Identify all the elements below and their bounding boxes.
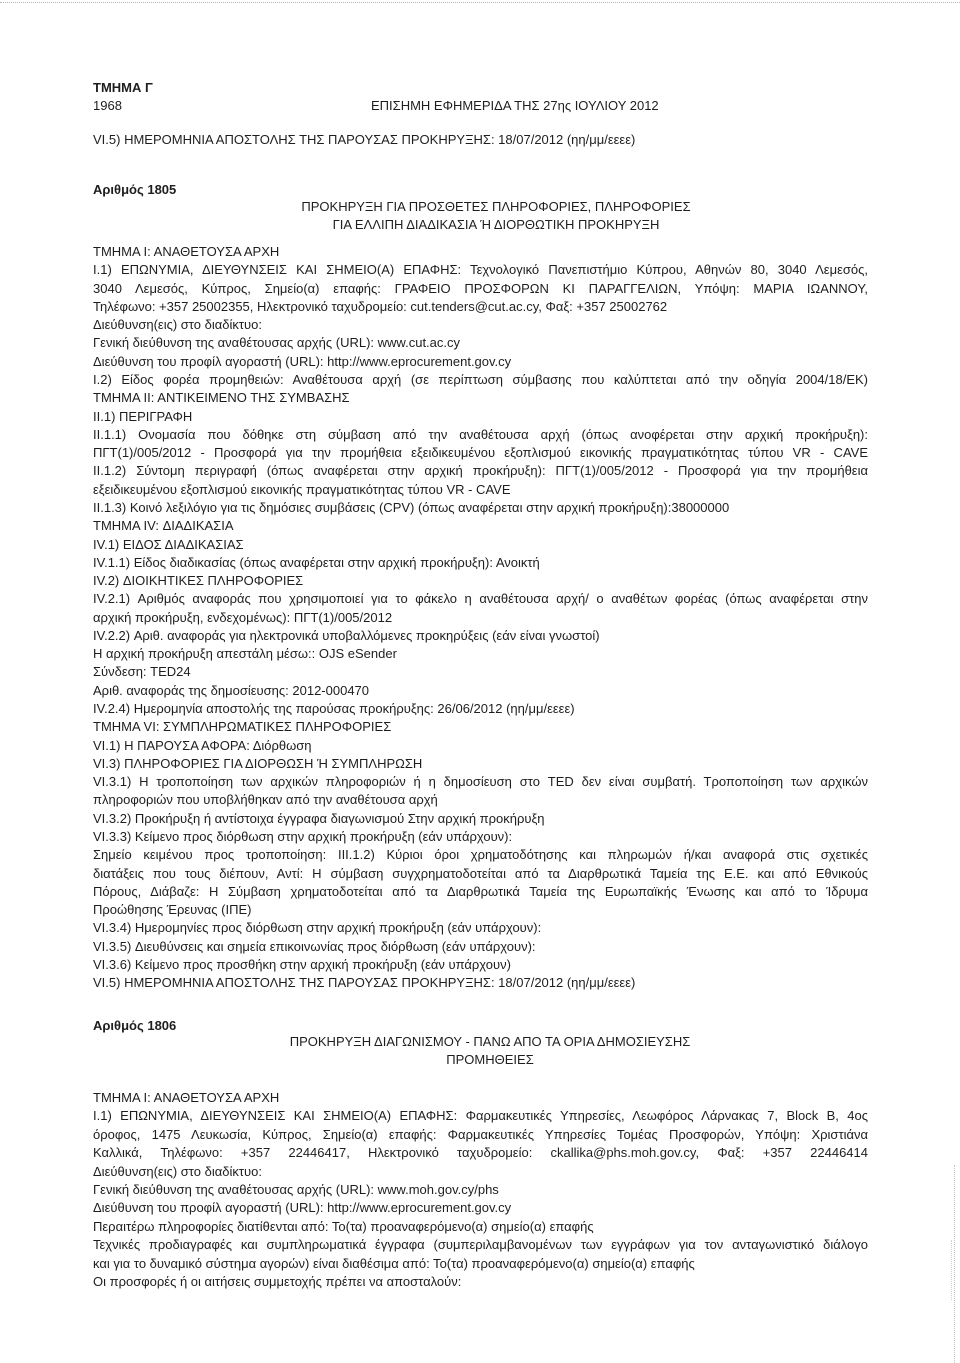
- body-line: Γενική διεύθυνση της αναθέτουσας αρχής (URL): www.cut.ac.cy: [93, 335, 461, 351]
- notice-title-line: ΓΙΑ ΕΛΛΙΠΗ ΔΙΑΔΙΚΑΣΙΑ Ή ΔΙΟΡΘΩΤΙΚΗ ΠΡΟΚΗΡΥΞΗ: [332, 217, 660, 232]
- body-line: IV.1) ΕΙΔΟΣ ΔΙΑΔΙΚΑΣΙΑΣ: [93, 536, 244, 552]
- body-line: ΠΓΤ(1)/005/2012 - Προσφορά για την προμήθεια εξειδικευμένου εξοπλισμού εικονικής πραγματικότητας τύπου VR - CAVE: [93, 445, 868, 461]
- body-line: ΤΜΗΜΑ VI: ΣΥΜΠΛΗΡΩΜΑΤΙΚΕΣ ΠΛΗΡΟΦΟΡΙΕΣ: [93, 719, 392, 735]
- body-line: Τεχνικές προδιαγραφές και συμπληρωματικά έγγραφα (συμπεριλαμβανομένων των εγγράφων για τον ανταγωνιστικό διάλογο: [93, 1237, 868, 1253]
- body-line: αρχική προκήρυξη, ενδεχομένως): ΠΓΤ(1)/005/2012: [93, 609, 393, 625]
- notice-body: [93, 243, 868, 993]
- body-line: Ι.2) Είδος φορέα προμηθειών: Αναθέτουσα αρχή (σε περίπτωση σύμβασης που καλύπτεται από την οδηγία 2004/18/ΕΚ): [93, 371, 868, 387]
- body-line: ΤΜΗΜΑ ΙΙ: ΑΝΤΙΚΕΙΜΕΝΟ ΤΗΣ ΣΥΜΒΑΣΗΣ: [93, 390, 350, 406]
- scan-edge-marks: [954, 1165, 955, 1363]
- body-line: VI.3.1) Η τροποποίηση των αρχικών πληροφοριών ή η δημοσίευση στο TED δεν είναι συμβατή. Τροποποίηση των αρχικών: [93, 774, 868, 790]
- body-line: πληροφοριών που υποβλήθηκαν από την αναθέτουσα αρχή: [93, 792, 438, 808]
- body-line: Περαιτέρω πληροφορίες διατίθενται από: Το(τα) προαναφερόμενο(α) σημείο(α) επαφής: [93, 1218, 594, 1234]
- body-line: ΙΙ.1.2) Σύντομη περιγραφή (όπως αναφέρεται στην αρχική προκήρυξη): ΠΓΤ(1)/005/2012 - Προσφορά για την προμήθεια: [93, 463, 868, 479]
- body-line: IV.2.1) Αριθμός αναφοράς που χρησιμοποιεί για το φάκελο η αναθέτουσα αρχή/ ο αναθέτων φορέας (όπως αναφέρεται στην: [93, 591, 868, 607]
- body-line: Οι προσφορές ή οι αιτήσεις συμμετοχής πρέπει να αποσταλούν:: [93, 1274, 462, 1290]
- notice-title: [231, 198, 761, 234]
- body-line: Ι.1) ΕΠΩΝΥΜΙΑ, ΔΙΕΥΘΥΝΣΕΙΣ ΚΑΙ ΣΗΜΕΙΟ(Α) ΕΠΑΦΗΣ: Φαρμακευτικές Υπηρεσίες, Λεωφόρος Λάρνακας 7, Block Β, 4ος: [93, 1108, 868, 1124]
- notice-title: [225, 1033, 755, 1069]
- body-line: Πόρους, Διάβαζε: Η Σύμβαση χρηματοδοτείται από τα Διαρθρωτικά Ταμεία της Ευρωπαϊκής Ένωσης και από το Ίδρυμα: [93, 883, 868, 899]
- body-line: Διεύθυνση(εις) στο διαδίκτυο:: [93, 1163, 262, 1179]
- body-line: Ι.1) ΕΠΩΝΥΜΙΑ, ΔΙΕΥΘΥΝΣΕΙΣ ΚΑΙ ΣΗΜΕΙΟ(Α) ΕΠΑΦΗΣ: Τεχνολογικό Πανεπιστήμιο Κύπρου, Αθηνών 80, 3040 Λεμεσός,: [93, 262, 868, 278]
- body-line: ΤΜΗΜΑ IV: ΔΙΑΔΙΚΑΣΙΑ: [93, 518, 234, 534]
- body-line: Διεύθυνση(εις) στο διαδίκτυο:: [93, 317, 262, 333]
- body-line: εξειδικευμένου εξοπλισμού εικονικής πραγματικότητας τύπου VR - CAVE: [93, 481, 511, 497]
- page-number: 1968: [93, 98, 122, 113]
- notice-title-line: ΠΡΟΚΗΡΥΞΗ ΓΙΑ ΠΡΟΣΘΕΤΕΣ ΠΛΗΡΟΦΟΡΙΕΣ, ΠΛΗΡΟΦΟΡΙΕΣ: [301, 199, 691, 214]
- body-line: Η αρχική προκήρυξη απεστάλη μέσω:: OJS eSender: [93, 646, 397, 662]
- scan-edge-marks: [0, 2, 960, 3]
- body-line: VI.1) Η ΠΑΡΟΥΣΑ ΑΦΟΡΑ: Διόρθωση: [93, 737, 312, 753]
- notice-number: Αριθμός 1805: [93, 182, 177, 197]
- body-line: Διεύθυνση του προφίλ αγοραστή (URL): http://www.eprocurement.gov.cy: [93, 353, 512, 369]
- body-line: ΙΙ.1.1) Ονομασία που δόθηκε στη σύμβαση από την αναθέτουσα αρχή (όπως ανοφέρεται στην αρχική προκήρυξη):: [93, 426, 868, 442]
- section-heading: ΤΜΗΜΑ Γ: [93, 80, 153, 95]
- body-line: IV.2) ΔΙΟΙΚΗΤΙΚΕΣ ΠΛΗΡΟΦΟΡΙΕΣ: [93, 573, 304, 589]
- previous-notice-dispatch-date: VI.5) ΗΜΕΡΟΜΗΝΙΑ ΑΠΟΣΤΟΛΗΣ ΤΗΣ ΠΑΡΟΥΣΑΣ ΠΡΟΚΗΡΥΞΗΣ: 18/07/2012 (ηη/μμ/εεεε): [93, 132, 636, 147]
- body-line: 3040 Λεμεσός, Κύπρος, Σημείο(α) επαφής: ΓΡΑΦΕΙΟ ΠΡΟΣΦΟΡΩΝ ΚΙ ΠΑΡΑΓΓΕΛΙΩΝ, Υπόψη: ΜΑΡΙΑ ΙΩΑΝΝΟΥ,: [93, 280, 868, 296]
- scan-edge-marks: [951, 1240, 952, 1300]
- body-line: VI.3.3) Κείμενο προς διόρθωση στην αρχική προκήρυξη (εάν υπάρχουν):: [93, 829, 513, 844]
- body-line: VI.5) ΗΜΕΡΟΜΗΝΙΑ ΑΠΟΣΤΟΛΗΣ ΤΗΣ ΠΑΡΟΥΣΑΣ ΠΡΟΚΗΡΥΞΗΣ: 18/07/2012 (ηη/μμ/εεεε): [93, 975, 636, 991]
- body-line: VI.3) ΠΛΗΡΟΦΟΡΙΕΣ ΓΙΑ ΔΙΟΡΘΩΣΗ Ή ΣΥΜΠΛΗΡΩΣΗ: [93, 755, 423, 771]
- body-line: Αριθ. αναφοράς της δημοσίευσης: 2012-000470: [93, 682, 370, 698]
- body-line: Διεύθυνση του προφίλ αγοραστή (URL): http://www.eprocurement.gov.cy: [93, 1200, 512, 1216]
- body-line: IV.2.4) Ημερομηνία αποστολής της παρούσας προκήρυξης: 26/06/2012 (ηη/μμ/εεεε): [93, 701, 575, 717]
- body-line: Προώθησης Έρευνας (ΙΠΕ): [93, 902, 252, 918]
- body-line: Καλλικά, Τηλέφωνο: +357 22446417, Ηλεκτρονικό ταχυδρομείο: ckallika@phs.moh.gov.cy, Φαξ: +357 22446414: [93, 1145, 868, 1161]
- body-line: ΙΙ.1.3) Κοινό λεξιλόγιο για τις δημόσιες συμβάσεις (CPV) (όπως αναφέρεται στην αρχική προκήρυξη):38000000: [93, 499, 730, 515]
- body-line: όροφος, 1475 Λευκωσία, Κύπρος, Σημείο(α) επαφής: Φαρμακευτικές Υπηρεσίες Τομέας Προσφορών, Υπόψη: Χριστιάνα: [93, 1126, 868, 1142]
- gazette-title: ΕΠΙΣΗΜΗ ΕΦΗΜΕΡΙΔΑ ΤΗΣ 27ης ΙΟΥΛΙΟΥ 2012: [371, 98, 659, 113]
- notice-title-line: ΠΡΟΜΗΘΕΙΕΣ: [446, 1052, 534, 1067]
- notice-body: [93, 1089, 868, 1291]
- body-line: IV.1.1) Είδος διαδικασίας (όπως αναφέρεται στην αρχική προκήρυξη): Ανοικτή: [93, 554, 540, 570]
- notice-number: Αριθμός 1806: [93, 1018, 177, 1033]
- body-line: ΤΜΗΜΑ Ι: ΑΝΑΘΕΤΟΥΣΑ ΑΡΧΗ: [93, 1090, 280, 1105]
- body-line: και για το δυναμικό σύστημα αγορών) είναι διαθέσιμα από: Το(τα) προαναφερόμενο(α) σημείο(α) επαφής: [93, 1255, 695, 1271]
- body-line: Τηλέφωνο: +357 25002355, Ηλεκτρονικό ταχυδρομείο: cut.tenders@cut.ac.cy, Φαξ: +357 25002762: [93, 298, 668, 314]
- body-line: Σημείο κειμένου προς τροποποίηση: III.1.2) Κύριοι όροι χρηματοδότησης και πληρωμών ή/και αναφορά στις σχετικές: [93, 847, 868, 863]
- notice-title-line: ΠΡΟΚΗΡΥΞΗ ΔΙΑΓΩΝΙΣΜΟΥ - ΠΑΝΩ ΑΠΟ ΤΑ ΟΡΙΑ ΔΗΜΟΣΙΕΥΣΗΣ: [289, 1034, 691, 1049]
- body-line: VI.3.4) Ημερομηνίες προς διόρθωση στην αρχική προκήρυξη (εάν υπάρχουν):: [93, 920, 542, 936]
- body-line: VI.3.5) Διευθύνσεις και σημεία επικοινωνίας προς διόρθωση (εάν υπάρχουν):: [93, 938, 536, 954]
- body-line: Γενική διεύθυνση της αναθέτουσας αρχής (URL): www.moh.gov.cy/phs: [93, 1182, 499, 1198]
- body-line: ΤΜΗΜΑ Ι: ΑΝΑΘΕΤΟΥΣΑ ΑΡΧΗ: [93, 244, 280, 259]
- body-line: Σύνδεση: TED24: [93, 664, 191, 680]
- body-line: VI.3.6) Κείμενο προς προσθήκη στην αρχική προκήρυξη (εάν υπάρχουν): [93, 956, 511, 972]
- body-line: IV.2.2) Αριθ. αναφοράς για ηλεκτρονικά υποβαλλόμενες προκηρύξεις (εάν είναι γνωστοί): [93, 627, 600, 643]
- body-line: ΙΙ.1) ΠΕΡΙΓΡΑΦΗ: [93, 408, 193, 424]
- body-line: διατάξεις που τους διέπουν, Αντί: Η σύμβαση συγχρηματοδοτείται από τα Διαρθρωτικά Ταμεία της Ε.Ε. και από Εθνικούς: [93, 865, 868, 881]
- body-line: VI.3.2) Προκήρυξη ή αντίστοιχα έγγραφα διαγωνισμού Στην αρχική προκήρυξη: [93, 810, 545, 826]
